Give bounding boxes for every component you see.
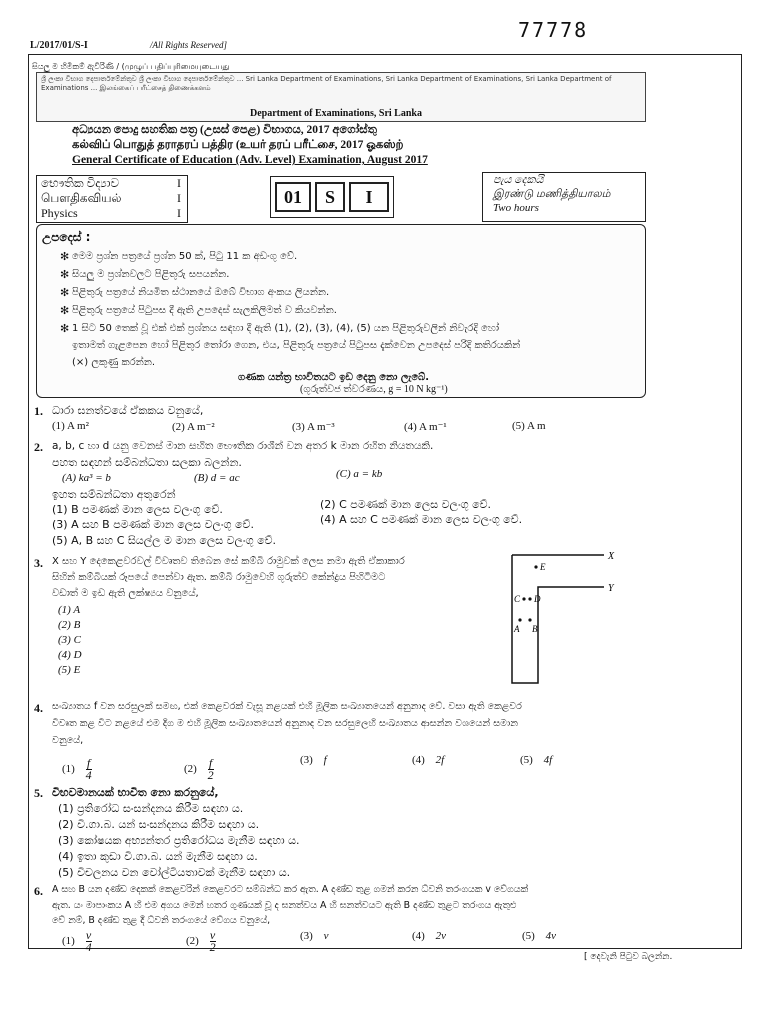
rights-reserved: /All Rights Reserved]: [150, 40, 227, 50]
question-text: A සහ B යන දණ්ඩ දෙකක් කෙළවරින් කෙළවරට සම්බන්ධ කර ඇත. A දණ්ඩ තුළ ගමන් කරන ධ්වනි තරංගයක v වේගයක්: [52, 884, 529, 895]
question-text: a, b, c හා d යනු වෙනස් මාන සහිත භෞතික රාශීන් වන අතර k මාන රහිත නියතයකි.: [52, 440, 434, 452]
calculator-note: ගණක යන්ත්‍ර භාවිතයට ඉඩ දෙනු නො ලැබේ.: [238, 372, 430, 383]
fraction: [208, 758, 214, 781]
option-value: f: [323, 754, 327, 766]
roman-1: I: [177, 176, 181, 190]
serial-number: 77778: [518, 18, 589, 42]
paper-code: L/2017/01/S-I: [30, 40, 88, 51]
option-label: (4): [412, 930, 425, 942]
label-x: X: [608, 551, 615, 562]
department-banner-text: ශ්‍රී ලංකා විභාග දෙපාර්තමේන්තුව ශ්‍රී ලංකා විභාග දෙපාර්තමේන්තුව ... Sri Lanka Department of Examinations, Sri Lanka Department of Examinations, Sri Lanka Department of Examinations ... இலங்கைப் பரீட்சைத் திணைக்களம்: [41, 75, 612, 92]
answer-option: [520, 754, 552, 766]
answer-option: (2) A m⁻²: [172, 421, 215, 433]
duration-english: Two hours: [493, 202, 539, 214]
question-lead: ඉහත සම්බන්ධතා අතුරෙන්: [52, 488, 176, 501]
point-c: [522, 597, 525, 600]
relation: (C) a = kb: [336, 468, 383, 480]
subject-si-text: භෞතික විද්‍යාව: [41, 176, 120, 190]
question-number: 5.: [34, 786, 43, 800]
bullet-icon: ✻: [60, 322, 70, 335]
instruction-item: පිළිතුරු පත්‍රයේ පිටුපස දී ඇති උපදෙස් සැලකිලිමත් ව කියවන්න.: [72, 305, 337, 316]
subject-tamil: [37, 191, 187, 206]
option-label: (1): [62, 763, 75, 776]
duration-tamil: இரண்டு மணித்தியாலம்: [493, 188, 611, 200]
label-y: Y: [608, 583, 614, 594]
option-label: (5): [522, 930, 535, 942]
option-label: (2): [184, 763, 197, 776]
label-c: C: [514, 594, 521, 604]
question-text: ධාරා ඝනත්වයේ ඒකකය වනුයේ,: [52, 404, 204, 417]
question-text: සංඛ්‍යාතය f වන සරසුලක් සමඟ, එක් කෙළවරක් වැසූ නළයක් එහි මූලික සංඛ්‍යාතයෙන් අනුනාද වේ. වසා ඇති කෙළවර: [52, 701, 522, 712]
instruction-item: 1 සිට 50 තෙක් වූ එක් එක් ප්‍රශ්නය සඳහා දී ඇති (1), (2), (3), (4), (5) යන පිළිතුරුවලින් නිවැරදි හෝ: [72, 323, 500, 334]
question-number: 4.: [34, 701, 43, 715]
answer-option: [300, 930, 328, 942]
fraction: [210, 930, 216, 953]
numerator: f: [86, 756, 91, 770]
subject-english: [37, 206, 187, 221]
question-text: විභවමානයක් භාවිත නො කරනුයේ,: [52, 786, 219, 799]
label-a: A: [514, 624, 520, 634]
option-label: (5): [520, 754, 533, 766]
answer-option: [412, 754, 444, 766]
question-number: 3.: [34, 556, 43, 570]
question-text: වඩාත් ම ඉඩ ඇති ලක්ෂ්‍යය වනුයේ,: [52, 588, 199, 599]
answer-option: [62, 758, 92, 781]
exam-title-english: General Certificate of Education (Adv. Level) Examination, August 2017: [72, 154, 428, 166]
wire-frame: [512, 555, 604, 683]
answer-option: (3) C: [58, 634, 81, 646]
option-value: 2v: [435, 930, 446, 942]
gravity-note: (ගුරුත්වජ ත්වරණය, g = 10 N kg⁻¹): [300, 384, 448, 395]
paper-code-box: [270, 176, 394, 218]
answer-option: (1) B පමණක් මාන ලෙස වලංගු වේ.: [52, 503, 223, 516]
bullet-icon: ✻: [60, 250, 70, 263]
code-cell-i: I: [349, 182, 389, 212]
numerator: v: [209, 928, 216, 942]
answer-option: (3) A m⁻³: [292, 421, 335, 433]
point-e: [534, 565, 537, 568]
option-label: (2): [186, 935, 199, 948]
exam-title-sinhala: අධ්‍යයන පොදු සහතික පත්‍ර (උසස් පෙළ) විභාගය, 2017 අගෝස්තු: [72, 124, 377, 136]
option-label: (1): [62, 935, 75, 948]
answer-option: (4) A සහ C පමණක් මාන ලෙස වලංගු වේ.: [320, 513, 523, 526]
numerator: v: [85, 928, 92, 942]
option-value: 4f: [543, 754, 553, 766]
question-text: වනුයේ,: [52, 735, 84, 746]
option-label: (3): [300, 930, 313, 942]
question-text: පහත සඳහන් සම්බන්ධතා සලකා බලන්න.: [52, 456, 242, 469]
fraction: [86, 930, 92, 953]
answer-option: [412, 930, 446, 942]
subject-en-text: Physics: [41, 206, 78, 220]
answer-option: [522, 930, 556, 942]
answer-option: (5) A, B සහ C සියල්ල ම මාන ලෙස වලංගු වේ.: [52, 534, 276, 547]
instruction-item: (×) ලකුණු කරන්න.: [72, 357, 156, 368]
roman-2: I: [177, 191, 181, 205]
point-a: [518, 618, 521, 621]
rights-prefix: සියලු ම හිමිකම් ඇවිරිණි / (முழுப் பதிப்புரிமையுடையது: [32, 62, 230, 71]
relation: (A) ka³ = b: [62, 472, 111, 484]
label-b: B: [532, 624, 538, 634]
answer-option: [184, 758, 214, 781]
answer-option: (4) A m⁻¹: [404, 421, 447, 433]
answer-option: (2) C පමණක් මාන ලෙස වලංගු වේ.: [320, 498, 491, 511]
question-number: 1.: [34, 404, 43, 418]
answer-option: (1) A m²: [52, 420, 89, 432]
answer-option: (4) D: [58, 649, 82, 661]
department-title: Department of Examinations, Sri Lanka: [250, 108, 422, 119]
turn-over-note: [ දෙවැනි පිටුව බලන්න.: [584, 952, 673, 962]
bullet-icon: ✻: [60, 304, 70, 317]
subject-box: [36, 175, 188, 223]
denominator: 4: [85, 768, 92, 782]
answer-option: (2) වි.ගා.බ. යන් සංසන්දනය කිරීම සඳහා ය.: [58, 818, 260, 831]
option-value: 2f: [435, 754, 445, 766]
denominator: 2: [209, 940, 216, 954]
answer-option: (5) E: [58, 664, 81, 676]
wire-frame-diagram: [508, 547, 628, 687]
instructions-title: උපදෙස් :: [42, 230, 91, 244]
label-e: E: [540, 562, 546, 572]
question-text: වේ නම්, B දණ්ඩ තුළ දී ධ්වනි තරංගයේ වේගය වනුයේ,: [52, 915, 271, 926]
duration-sinhala: පැය දෙකයි: [493, 174, 544, 186]
answer-option: [300, 754, 327, 766]
point-d: [528, 597, 531, 600]
question-number: 2.: [34, 440, 43, 454]
duration-box: [482, 172, 646, 222]
code-cell-s: S: [315, 182, 345, 212]
answer-option: (5) විචලනය වන වෝල්ටීයතාවක් මැනීම සඳහා ය.: [58, 866, 291, 879]
question-text: ඇත. යං මාපාංකය A හි එම අගය මෙන් හතර ගුණයක් වූ ද ඝනත්වය A හි ඝනත්වයට ඇති B දණ්ඩ තුළට තරංගය ඇතුළු: [52, 900, 517, 911]
instruction-item: මෙම ප්‍රශ්න පත්‍රයේ ප්‍රශ්න 50 ක්, පිටු 11 ක අඩංගු වේ.: [72, 251, 298, 262]
point-b: [528, 618, 531, 621]
instruction-item: පිළිතුරු පත්‍රයේ නියමිත ස්ථානයේ ඔබේ විභාග අංකය ලියන්න.: [72, 287, 330, 298]
answer-option: [62, 930, 92, 953]
question-text: විවෘත කළ විට නළයේ එම දිග ම එහි මූලික සංඛ්‍යාතයෙන් අනුනාද වන සරසුලෙහි සංඛ්‍යාතය ආසන්න වශයෙන් සමාන: [52, 718, 519, 729]
instruction-item: ඉතාමත් ගැළපෙන හෝ පිළිතුර තෝරා ගෙන, එය, පිළිතුරු පත්‍රයේ පිටුපස දැක්වෙන උපදෙස් පරිදි කතිරයකින්: [72, 340, 521, 351]
answer-option: (3) කෝෂයක අභ්‍යන්තර ප්‍රතිරෝධය මැනීම සඳහා ය.: [58, 834, 300, 847]
answer-option: (5) A m: [512, 420, 546, 432]
relation: (B) d = ac: [194, 472, 240, 484]
code-cell-01: 01: [275, 182, 311, 212]
exam-title-tamil: கல்விப் பொதுத் தராதரப் பத்திர (உயர் தரப் பரீட்சை, 2017 ஓகஸ்ற்: [72, 139, 404, 151]
bullet-icon: ✻: [60, 286, 70, 299]
answer-option: (3) A සහ B පමණක් මාන ලෙස වලංගු වේ.: [52, 518, 254, 531]
roman-3: I: [177, 206, 181, 220]
instruction-item: සියලු ම ප්‍රශ්නවලට පිළිතුරු සපයන්න.: [72, 269, 230, 280]
option-label: (4): [412, 754, 425, 766]
fraction: [86, 758, 92, 781]
label-d: D: [534, 594, 541, 604]
subject-ta-text: பௌதிகவியல்: [41, 191, 122, 205]
subject-sinhala: [37, 176, 187, 191]
answer-option: (2) B: [58, 619, 81, 631]
numerator: f: [208, 756, 213, 770]
bullet-icon: ✻: [60, 268, 70, 281]
question-number: 6.: [34, 884, 43, 898]
question-text: X සහ Y දෙකෙළවරවල් විවෘතව තිබෙන සේ කම්බි රාමුවක් ලෙස නමා ඇති ඒකාකාර: [52, 556, 405, 567]
question-text: සිහින් කම්බියක් රූපයේ පෙන්වා ඇත. කම්බි රාමුවෙහි ගුරුත්ව කේන්ද්‍රය පිහිටීමට: [52, 572, 386, 583]
denominator: 2: [207, 768, 214, 782]
denominator: 4: [85, 940, 92, 954]
option-label: (3): [300, 754, 313, 766]
answer-option: [186, 930, 216, 953]
answer-option: (4) ඉතා කුඩා වි.ගා.බ. යන් මැනීම සඳහා ය.: [58, 850, 258, 863]
answer-option: (1) A: [58, 604, 81, 616]
answer-option: (1) ප්‍රතිරෝධ සංසන්දනය කිරීම සඳහා ය.: [58, 802, 244, 815]
option-value: v: [323, 930, 329, 942]
option-value: 4v: [545, 930, 556, 942]
